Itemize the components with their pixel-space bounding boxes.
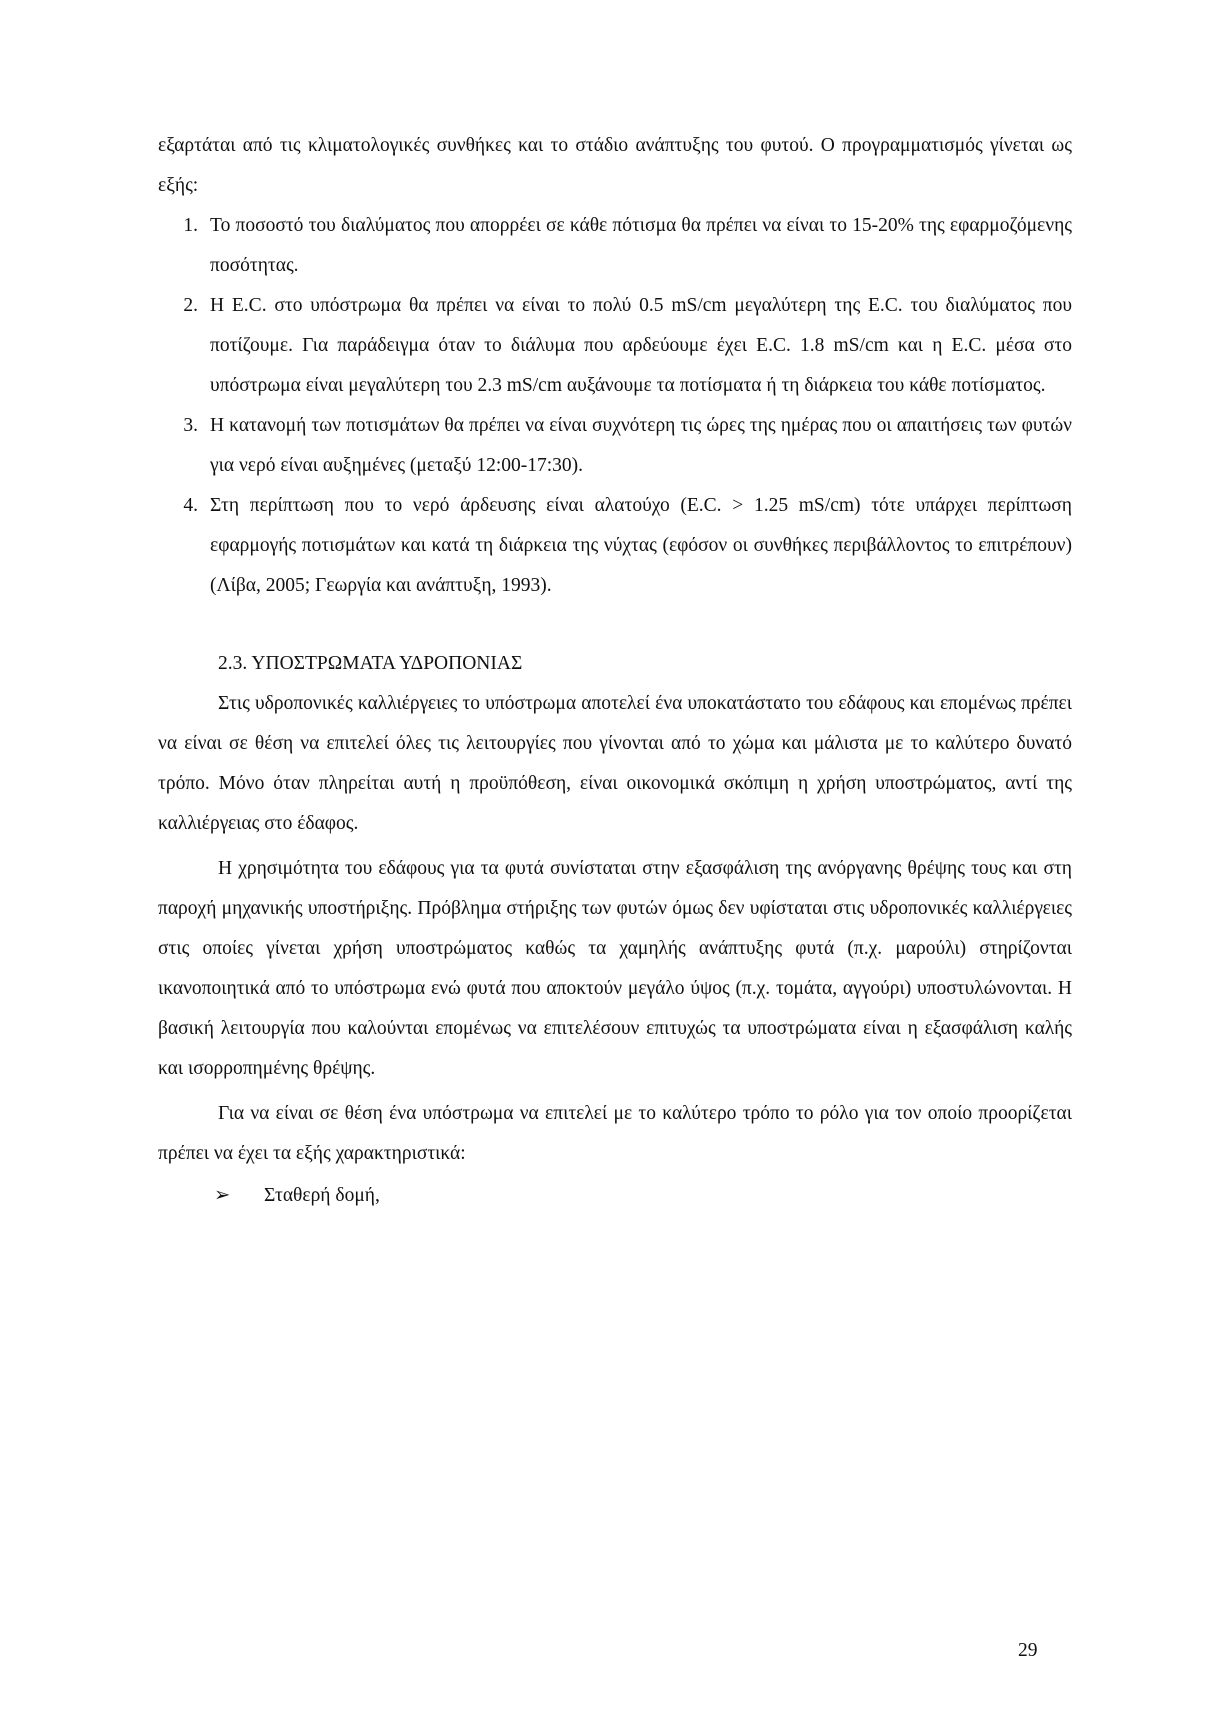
bullet-item	[158, 1176, 1072, 1216]
list-item	[158, 286, 1072, 406]
document-page	[158, 126, 1072, 1216]
body-paragraph: Στις υδροπονικές καλλιέργειες το υπόστρωμα αποτελεί ένα υποκατάστατο του εδάφους και επομένως πρέπει να είναι σε θέση να επιτελεί όλες τις λειτουργίες που γίνονται από το χώμα και μάλιστα με το καλύτερο δυνατό τρόπο. Μόνο όταν πληρείται αυτή η προϋπόθεση, είναι οικονομικά σκόπιμη η χρήση υποστρώματος, αντί της καλλιέργειας στο έδαφος.	[158, 693, 1072, 834]
list-item-text: Η E.C. στο υπόστρωμα θα πρέπει να είναι το πολύ 0.5 mS/cm μεγαλύτερη της E.C. του διαλύματος που ποτίζουμε. Για παράδειγμα όταν το διάλυμα που αρδεύουμε έχει E.C. 1.8 mS/cm και η E.C. μέσα στο υπόστρωμα είναι μεγαλύτερη του 2.3 mS/cm αυξάνουμε τα ποτίσματα ή τη διάρκεια του κάθε ποτίσματος.	[210, 295, 1072, 396]
list-item-text: Το ποσοστό του διαλύματος που απορρέει σε κάθε πότισμα θα πρέπει να είναι το 15-20% της εφαρμοζόμενης ποσότητας.	[210, 215, 1072, 276]
programming-list	[158, 206, 1072, 606]
list-item-text: Στη περίπτωση που το νερό άρδευσης είναι αλατούχο (E.C. > 1.25 mS/cm) τότε υπάρχει περίπτωση εφαρμογής ποτισμάτων και κατά τη διάρκεια της νύχτας (εφόσον οι συνθήκες περιβάλλοντος το επιτρέπουν) (Λίβα, 2005; Γεωργία και ανάπτυξη, 1993).	[210, 495, 1072, 596]
list-item-text: Η κατανομή των ποτισμάτων θα πρέπει να είναι συχνότερη τις ώρες της ημέρας που οι απαιτήσεις των φυτών για νερό είναι αυξημένες (μεταξύ 12:00-17:30).	[210, 415, 1072, 476]
page-number: 29	[1018, 1640, 1038, 1661]
bullet-item-text: Σταθερή δομή,	[264, 1185, 380, 1206]
list-item-number: 2.	[183, 295, 198, 316]
list-item	[158, 206, 1072, 286]
section-heading: 2.3. ΥΠΟΣΤΡΩΜΑΤΑ ΥΔΡΟΠΟΝΙΑΣ	[218, 653, 523, 674]
list-item	[158, 486, 1072, 606]
list-item-number: 4.	[183, 495, 198, 516]
list-item	[158, 406, 1072, 486]
list-item-number: 3.	[183, 415, 198, 436]
body-paragraph: Για να είναι σε θέση ένα υπόστρωμα να επιτελεί με το καλύτερο τρόπο το ρόλο για τον οποίο προορίζεται πρέπει να έχει τα εξής χαρακτηριστικά:	[158, 1103, 1072, 1164]
arrow-bullet-icon: ➢	[214, 1185, 231, 1206]
list-item-number: 1.	[183, 215, 198, 236]
intro-paragraph: εξαρτάται από τις κλιματολογικές συνθήκες και το στάδιο ανάπτυξης του φυτού. Ο προγραμματισμός γίνεται ως εξής:	[158, 135, 1072, 196]
body-paragraph: Η χρησιμότητα του εδάφους για τα φυτά συνίσταται στην εξασφάλιση της ανόργανης θρέψης τους και στη παροχή μηχανικής υποστήριξης. Πρόβλημα στήριξης των φυτών όμως δεν υφίσταται στις υδροπονικές καλλιέργειες στις οποίες γίνεται χρήση υποστρώματος καθώς τα χαμηλής ανάπτυξης φυτά (π.χ. μαρούλι) στηρίζονται ικανοποιητικά από το υπόστρωμα ενώ φυτά που αποκτούν μεγάλο ύψος (π.χ. τομάτα, αγγούρι) υποστυλώνονται. Η βασική λειτουργία που καλούνται επομένως να επιτελέσουν επιτυχώς τα υποστρώματα είναι η εξασφάλιση καλής και ισορροπημένης θρέψης.	[158, 858, 1072, 1079]
